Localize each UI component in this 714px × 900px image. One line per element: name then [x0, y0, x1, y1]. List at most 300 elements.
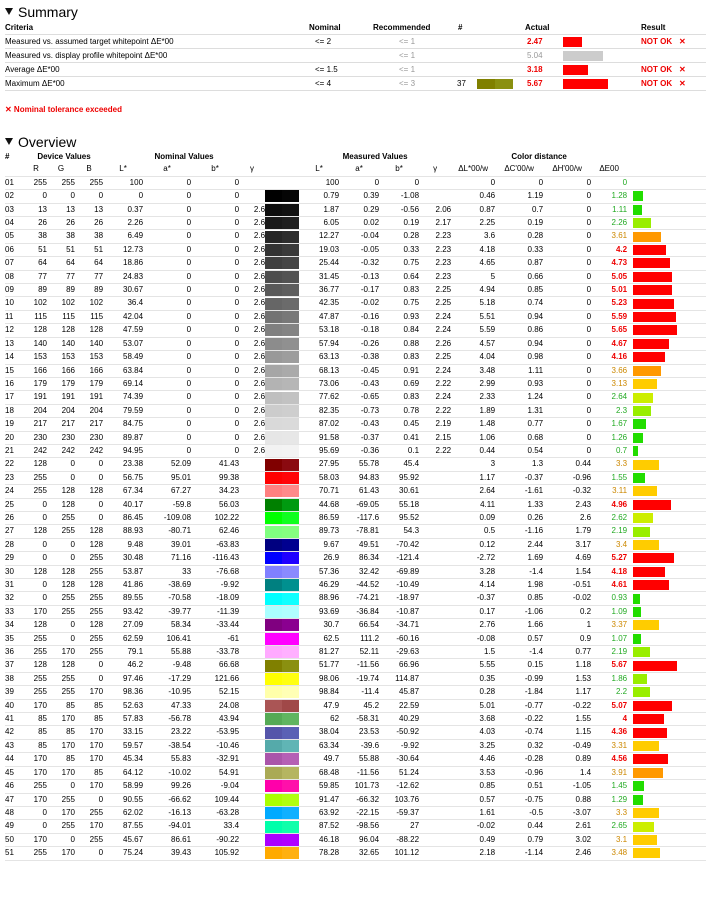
- overview-cell: 62.46: [191, 525, 239, 538]
- overview-cell: 0: [191, 337, 239, 350]
- overview-cell: 32.42: [339, 565, 379, 578]
- overview-cell: 2.6: [239, 217, 265, 230]
- overview-cell: 4.57: [451, 337, 495, 350]
- overview-de-bar-cell: [627, 217, 706, 230]
- overview-cell: 0: [191, 270, 239, 283]
- overview-cell: 96.04: [339, 833, 379, 846]
- overview-cell: 0: [75, 793, 103, 806]
- overview-cell: 0.77: [543, 646, 591, 659]
- overview-cell: 0.44: [543, 458, 591, 471]
- overview-cell: -10.95: [143, 686, 191, 699]
- overview-cell: 32: [5, 592, 25, 605]
- overview-de-bar: [633, 808, 659, 818]
- overview-cell: 170: [47, 739, 75, 752]
- overview-cell: -78.81: [339, 525, 379, 538]
- overview-cell: [419, 699, 451, 712]
- overview-cell: 101.12: [379, 847, 419, 860]
- overview-color-swatch: [265, 632, 299, 645]
- overview-cell: 52.15: [191, 686, 239, 699]
- overview-cell: 255: [75, 592, 103, 605]
- overview-cell: 2.76: [451, 619, 495, 632]
- overview-row: [5, 297, 706, 310]
- overview-de-bar-cell: [627, 672, 706, 685]
- overview-de-bar-cell: [627, 485, 706, 498]
- overview-cell: 73.06: [299, 377, 339, 390]
- overview-cell: [239, 176, 265, 189]
- overview-cell: 2.6: [239, 418, 265, 431]
- overview-cell: -17.29: [143, 672, 191, 685]
- overview-cell: 22.59: [379, 699, 419, 712]
- overview-cell: [419, 485, 451, 498]
- overview-cell: 0: [143, 190, 191, 203]
- overview-cell: 63.84: [103, 364, 143, 377]
- overview-cell: 2.6: [239, 351, 265, 364]
- overview-cell: 22: [5, 458, 25, 471]
- overview-cell: 74.39: [103, 391, 143, 404]
- overview-cell: 0.83: [379, 351, 419, 364]
- overview-cell: 102.22: [191, 511, 239, 524]
- overview-cell: 85: [25, 713, 47, 726]
- overview-de-bar-cell: [627, 297, 706, 310]
- overview-cell: 1.4: [543, 766, 591, 779]
- overview-cell: 38: [75, 230, 103, 243]
- overview-cell: [419, 833, 451, 846]
- overview-cell: 47.59: [103, 324, 143, 337]
- overview-de-bar: [633, 299, 674, 309]
- overview-col-header: ΔL*00/w: [451, 163, 495, 176]
- overview-cell: 102: [25, 297, 47, 310]
- overview-cell: 2.6: [543, 511, 591, 524]
- overview-row: [5, 471, 706, 484]
- overview-de-bar: [633, 205, 642, 215]
- summary-header-recommended: Recommended: [373, 23, 431, 32]
- overview-color-swatch: [265, 672, 299, 685]
- collapse-triangle-icon[interactable]: [5, 138, 13, 145]
- overview-de-bar-cell: [627, 351, 706, 364]
- overview-cell: 0: [143, 230, 191, 243]
- overview-cell: 0: [543, 243, 591, 256]
- overview-cell: 10: [5, 297, 25, 310]
- overview-cell: 166: [75, 364, 103, 377]
- overview-cell: 0.49: [451, 833, 495, 846]
- overview-cell: 255: [47, 686, 75, 699]
- overview-cell: 3.13: [591, 377, 627, 390]
- overview-cell: 4.67: [591, 337, 627, 350]
- overview-cell: 1.11: [591, 203, 627, 216]
- overview-de-bar-cell: [627, 605, 706, 618]
- overview-cell: 4: [591, 713, 627, 726]
- fail-x-icon: ✕: [679, 65, 686, 74]
- overview-cell: [419, 847, 451, 860]
- overview-cell: 57.36: [299, 565, 339, 578]
- overview-cell: -36.84: [339, 605, 379, 618]
- overview-de-bar: [633, 728, 667, 738]
- overview-color-swatch: [265, 431, 299, 444]
- overview-cell: 2.23: [419, 230, 451, 243]
- overview-cell: 58.49: [103, 351, 143, 364]
- overview-cell: 85: [75, 713, 103, 726]
- overview-row: [5, 699, 706, 712]
- overview-group-nominal: Nominal Values: [154, 152, 214, 161]
- overview-cell: [239, 565, 265, 578]
- overview-cell: 4.73: [591, 257, 627, 270]
- overview-cell: 93.42: [103, 605, 143, 618]
- overview-cell: 0.83: [379, 391, 419, 404]
- overview-cell: 1.26: [591, 431, 627, 444]
- overview-cell: 0.28: [495, 230, 543, 243]
- overview-row: [5, 176, 706, 189]
- overview-cell: 79.1: [103, 646, 143, 659]
- overview-cell: 0.5: [451, 525, 495, 538]
- overview-cell: 3.48: [451, 364, 495, 377]
- overview-cell: -94.01: [143, 820, 191, 833]
- summary-result: NOT OK: [641, 65, 673, 74]
- overview-cell: 0: [191, 297, 239, 310]
- overview-row: [5, 257, 706, 270]
- overview-cell: 0: [75, 498, 103, 511]
- overview-cell: 85: [75, 699, 103, 712]
- overview-cell: 1.09: [591, 605, 627, 618]
- overview-cell: [419, 619, 451, 632]
- overview-de-bar-cell: [627, 699, 706, 712]
- overview-cell: 103.76: [379, 793, 419, 806]
- overview-cell: 58.99: [103, 780, 143, 793]
- overview-cell: 45.2: [339, 699, 379, 712]
- overview-cell: 170: [25, 766, 47, 779]
- overview-cell: -61: [191, 632, 239, 645]
- overview-cell: 33: [143, 565, 191, 578]
- overview-cell: 58.34: [143, 619, 191, 632]
- overview-cell: 0.19: [495, 217, 543, 230]
- overview-cell: 128: [47, 565, 75, 578]
- overview-cell: 0: [25, 538, 47, 551]
- overview-cell: 0: [191, 351, 239, 364]
- overview-cell: 15: [5, 364, 25, 377]
- overview-cell: 170: [75, 726, 103, 739]
- overview-cell: -109.08: [143, 511, 191, 524]
- overview-color-swatch: [265, 351, 299, 364]
- overview-cell: 0: [103, 190, 143, 203]
- overview-cell: 2.25: [451, 217, 495, 230]
- summary-row: [5, 50, 706, 63]
- overview-de-bar: [633, 446, 638, 456]
- overview-toggle[interactable]: [0, 130, 76, 148]
- overview-cell: 0.68: [495, 431, 543, 444]
- overview-cell: [239, 498, 265, 511]
- overview-de-bar-cell: [627, 203, 706, 216]
- overview-cell: 1.19: [495, 190, 543, 203]
- overview-cell: -66.62: [143, 793, 191, 806]
- overview-cell: [419, 632, 451, 645]
- overview-color-swatch: [265, 579, 299, 592]
- overview-cell: [419, 498, 451, 511]
- overview-row: [5, 847, 706, 860]
- overview-cell: 1.69: [495, 552, 543, 565]
- overview-cell: 0: [543, 270, 591, 283]
- overview-cell: 25.44: [299, 257, 339, 270]
- overview-cell: 54.91: [191, 766, 239, 779]
- overview-cell: 128: [25, 565, 47, 578]
- overview-cell: 70.71: [299, 485, 339, 498]
- overview-cell: [419, 739, 451, 752]
- overview-de-bar: [633, 553, 674, 563]
- overview-de-bar: [633, 232, 661, 242]
- overview-cell: 101.73: [339, 780, 379, 793]
- overview-cell: 64: [75, 257, 103, 270]
- overview-cell: 53.87: [103, 565, 143, 578]
- overview-de-bar-cell: [627, 310, 706, 323]
- overview-cell: [419, 806, 451, 819]
- overview-cell: 95.01: [143, 471, 191, 484]
- overview-cell: 4.46: [451, 753, 495, 766]
- overview-cell: 2.6: [239, 431, 265, 444]
- overview-cell: 0: [543, 351, 591, 364]
- overview-cell: 0.12: [451, 538, 495, 551]
- overview-cell: 61.43: [339, 485, 379, 498]
- overview-cell: 39: [5, 686, 25, 699]
- overview-cell: 1.5: [451, 646, 495, 659]
- overview-cell: 128: [47, 324, 75, 337]
- overview-cell: 153: [75, 351, 103, 364]
- overview-cell: 0.98: [495, 351, 543, 364]
- overview-title: Overview: [18, 134, 77, 150]
- overview-cell: 0: [451, 176, 495, 189]
- overview-cell: [239, 780, 265, 793]
- overview-cell: -74.21: [339, 592, 379, 605]
- overview-cell: 106.41: [143, 632, 191, 645]
- overview-cell: 40.17: [103, 498, 143, 511]
- overview-cell: [239, 766, 265, 779]
- overview-de-bar: [633, 620, 659, 630]
- overview-cell: 0.93: [379, 310, 419, 323]
- overview-cell: 0.7: [495, 203, 543, 216]
- overview-de-bar: [633, 500, 671, 510]
- overview-de-bar: [633, 540, 659, 550]
- overview-cell: -0.37: [495, 471, 543, 484]
- overview-cell: 85: [75, 766, 103, 779]
- overview-cell: 102: [75, 297, 103, 310]
- overview-cell: [239, 847, 265, 860]
- overview-color-swatch: [265, 605, 299, 618]
- summary-header-nominal: Nominal: [309, 23, 341, 32]
- overview-cell: 64.12: [103, 766, 143, 779]
- overview-cell: 75.24: [103, 847, 143, 860]
- overview-cell: -1.4: [495, 646, 543, 659]
- overview-cell: 128: [47, 579, 75, 592]
- overview-cell: 54.3: [379, 525, 419, 538]
- overview-cell: 55.78: [339, 458, 379, 471]
- overview-cell: 2.6: [239, 364, 265, 377]
- overview-cell: 1.87: [299, 203, 339, 216]
- overview-cell: 53.07: [103, 337, 143, 350]
- summary-color-swatch: [477, 79, 513, 89]
- overview-cell: 58.03: [299, 471, 339, 484]
- overview-cell: 86.59: [299, 511, 339, 524]
- overview-row: [5, 525, 706, 538]
- overview-cell: 5.59: [451, 324, 495, 337]
- overview-cell: 45.34: [103, 753, 143, 766]
- overview-cell: 114.87: [379, 672, 419, 685]
- summary-header-actual: Actual: [525, 23, 550, 32]
- overview-row: [5, 310, 706, 323]
- overview-cell: 99.26: [143, 780, 191, 793]
- overview-cell: -56.78: [143, 713, 191, 726]
- overview-de-bar-cell: [627, 579, 706, 592]
- overview-cell: 2.6: [239, 243, 265, 256]
- overview-color-swatch: [265, 592, 299, 605]
- overview-cell: 0.64: [379, 270, 419, 283]
- overview-cell: 25: [5, 498, 25, 511]
- overview-cell: 90.55: [103, 793, 143, 806]
- overview-color-swatch: [265, 377, 299, 390]
- overview-cell: 36: [5, 646, 25, 659]
- overview-col-header-empty: [627, 163, 706, 176]
- overview-cell: 42.04: [103, 310, 143, 323]
- overview-color-swatch: [265, 458, 299, 471]
- overview-cell: 0: [143, 431, 191, 444]
- overview-cell: 102: [47, 297, 75, 310]
- overview-cell: 0: [191, 176, 239, 189]
- overview-cell: 86.45: [103, 511, 143, 524]
- overview-color-swatch: [265, 753, 299, 766]
- overview-cell: 0.75: [379, 297, 419, 310]
- overview-cell: [419, 646, 451, 659]
- overview-row: [5, 726, 706, 739]
- overview-cell: 1.31: [495, 404, 543, 417]
- overview-cell: 2.23: [419, 270, 451, 283]
- overview-cell: 20: [5, 431, 25, 444]
- overview-de-bar: [633, 754, 668, 764]
- overview-de-bar-cell: [627, 377, 706, 390]
- overview-cell: 55.18: [379, 498, 419, 511]
- overview-cell: [239, 672, 265, 685]
- overview-cell: 47.87: [299, 310, 339, 323]
- collapse-triangle-icon[interactable]: [5, 8, 13, 15]
- overview-cell: 11: [5, 310, 25, 323]
- overview-cell: -0.04: [339, 230, 379, 243]
- overview-cell: -9.92: [191, 579, 239, 592]
- overview-de-bar: [633, 486, 657, 496]
- overview-cell: 46.2: [103, 659, 143, 672]
- overview-cell: 0: [191, 444, 239, 457]
- overview-cell: 46.29: [299, 579, 339, 592]
- overview-color-swatch: [265, 525, 299, 538]
- overview-cell: 0: [543, 337, 591, 350]
- overview-cell: [239, 190, 265, 203]
- overview-cell: 128: [47, 485, 75, 498]
- overview-cell: 89.73: [299, 525, 339, 538]
- overview-cell: 4.14: [451, 579, 495, 592]
- overview-cell: 255: [25, 847, 47, 860]
- overview-cell: 52.11: [339, 646, 379, 659]
- overview-cell: 128: [75, 538, 103, 551]
- overview-cell: 3.28: [451, 565, 495, 578]
- overview-cell: 105.92: [191, 847, 239, 860]
- overview-de-bar-cell: [627, 552, 706, 565]
- overview-cell: [419, 471, 451, 484]
- overview-cell: 27.95: [299, 458, 339, 471]
- overview-cell: 255: [25, 672, 47, 685]
- overview-cell: [419, 176, 451, 189]
- overview-cell: 77: [47, 270, 75, 283]
- overview-cell: 45.4: [379, 458, 419, 471]
- overview-cell: 0.17: [451, 605, 495, 618]
- overview-cell: 51.24: [379, 766, 419, 779]
- overview-cell: 0: [543, 364, 591, 377]
- overview-cell: 255: [47, 793, 75, 806]
- overview-color-swatch: [265, 833, 299, 846]
- overview-cell: -11.4: [339, 686, 379, 699]
- overview-cell: 0.88: [543, 793, 591, 806]
- overview-cell: -9.04: [191, 780, 239, 793]
- overview-row: [5, 458, 706, 471]
- overview-cell: 66.68: [191, 659, 239, 672]
- overview-cell: 2.22: [419, 404, 451, 417]
- overview-cell: 67.27: [143, 485, 191, 498]
- overview-cell: 4.03: [451, 726, 495, 739]
- overview-table: [5, 151, 706, 861]
- overview-cell: 05: [5, 230, 25, 243]
- overview-cell: 47.33: [143, 699, 191, 712]
- overview-cell: 0: [25, 579, 47, 592]
- overview-de-bar-cell: [627, 780, 706, 793]
- overview-de-bar-cell: [627, 592, 706, 605]
- overview-cell: 4.18: [591, 565, 627, 578]
- overview-cell: -0.02: [451, 820, 495, 833]
- overview-color-swatch: [265, 485, 299, 498]
- overview-cell: 0.88: [379, 337, 419, 350]
- overview-cell: 170: [75, 686, 103, 699]
- overview-cell: -0.37: [451, 592, 495, 605]
- overview-cell: 170: [75, 820, 103, 833]
- overview-cell: 0: [75, 190, 103, 203]
- overview-cell: 242: [75, 444, 103, 457]
- overview-col-header: a*: [143, 163, 191, 176]
- overview-color-swatch: [265, 418, 299, 431]
- overview-de-bar-cell: [627, 364, 706, 377]
- overview-cell: 255: [47, 672, 75, 685]
- overview-cell: 0.94: [495, 310, 543, 323]
- overview-cell: 0: [25, 820, 47, 833]
- overview-cell: 255: [75, 632, 103, 645]
- overview-cell: 85: [25, 726, 47, 739]
- overview-cell: 255: [25, 646, 47, 659]
- overview-cell: 0: [143, 351, 191, 364]
- overview-cell: 67.34: [103, 485, 143, 498]
- overview-row: [5, 337, 706, 350]
- overview-row: [5, 431, 706, 444]
- overview-de-bar: [633, 714, 664, 724]
- overview-cell: 0.28: [451, 686, 495, 699]
- overview-cell: [419, 780, 451, 793]
- overview-cell: 51.77: [299, 659, 339, 672]
- overview-cell: 1.07: [591, 632, 627, 645]
- overview-cell: 5.59: [591, 310, 627, 323]
- overview-de-bar-cell: [627, 847, 706, 860]
- overview-cell: 17: [5, 391, 25, 404]
- overview-de-bar: [633, 634, 641, 644]
- overview-cell: 2.6: [239, 324, 265, 337]
- summary-toggle[interactable]: [0, 0, 714, 18]
- overview-cell: 41.43: [191, 458, 239, 471]
- summary-section: [0, 0, 714, 114]
- overview-cell: 1.66: [495, 619, 543, 632]
- summary-result: NOT OK: [641, 37, 673, 46]
- overview-cell: 2.6: [239, 337, 265, 350]
- overview-group-distance: Color distance: [511, 152, 567, 161]
- overview-cell: 2.6: [239, 257, 265, 270]
- overview-cell: [239, 726, 265, 739]
